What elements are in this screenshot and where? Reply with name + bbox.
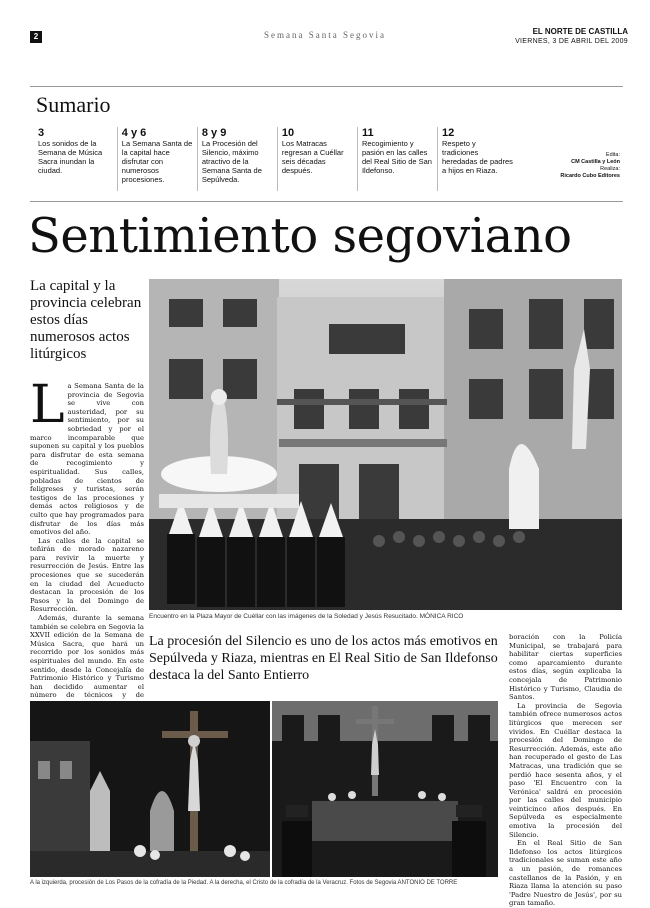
summary-page-ref: 11: [361, 127, 374, 139]
summary-item: [438, 127, 518, 191]
subheadline: La procesión del Silencio es uno de los actos más emotivos en Sepúlveda y Riaza, mientras en El Real Sitio de San Ildefonso destaca la del Santo Entierro: [149, 634, 498, 683]
main-photo: [149, 279, 622, 610]
paragraph: Las calles de la capital se teñirán de morado nazareno para revivir la muerte y resurrección de Jesús. Entre las procesiones que se sucederán en la ciudad del Acueducto destacan la procesión de los Pasos y la del Domingo de Resurrección.: [30, 536, 144, 614]
paragraph: a Semana Santa de la provincia de Segovia se vive con austeridad, por su sentimiento, por su sobriedad y por el marco incomparable que suponen su capital y los pueblos para disfrutar de esta semana de recogimiento y espiritualidad. Sus calles, pobladas de cientos de feligreses y turistas, serán testigos de las procesiones y demás actos religiosos y de culto que hay programados para disfrutar de los días más emotivos del año.: [30, 382, 144, 537]
divider: [30, 201, 623, 202]
summary-item: [38, 127, 118, 191]
lead-text: La capital y la provincia celebran estos días numerosos actos litúrgicos: [30, 278, 142, 362]
summary-page-ref: 4 y 6: [121, 127, 147, 139]
article-body-column: [30, 375, 144, 726]
issue-date: VIERNES, 3 DE ABRIL DEL 2009: [515, 38, 628, 45]
paragraph: Además, durante la semana también se celebra en Segovia la XXVII edición de la Semana de Música Sacra, que hará un recorrido por los sonidos más espirituales del mundo. En este sentido, desde la Concejalía de Patrimonio Histórico y Turismo han decidido aumentar el número de técnicos y de: [30, 614, 144, 700]
summary-text: Recogimiento y pasión en las calles del Real Sitio de San Ildefonso.: [361, 139, 432, 175]
paragraph: En el Real Sitio de San Ildefonso los actos litúrgicos tradicionales se suman este año a un pasión, de romances castellanos de la Pasión, y en Riaza llama la atención su paso 'Padre Nuestro de Jesús', por su gran tamaño.: [509, 839, 622, 908]
credit-value: Ricardo Cubo Editores: [560, 173, 620, 179]
summary-item: [278, 127, 358, 191]
summary-title: Sumario: [36, 92, 111, 117]
procession-photo-illustration: [149, 279, 622, 610]
drop-cap: L: [30, 375, 65, 435]
aqueduct-procession-illustration: [272, 701, 498, 877]
summary-page-ref: 8 y 9: [201, 127, 227, 139]
summary-text: La Semana Santa de la capital hace disfrutar con numerosos procesiones.: [121, 139, 193, 184]
summary-items: [38, 127, 518, 191]
headline: Sentimiento segoviano: [28, 208, 572, 264]
photo-caption: Encuentro en la Plaza Mayor de Cuéllar con las imágenes de la Soledad y Jesús Resucitado. MÓNICA RICO: [149, 613, 464, 620]
crucifix-procession-illustration: [30, 701, 270, 877]
bottom-photo-caption: A la izquierda, procesión de Los Pasos de la cofradía de la Piedad. A la derecha, el Cristo de la cofradía de la Veracruz. Fotos de Segovia ANTONIO DE TORRE: [30, 880, 458, 886]
masthead: [515, 27, 628, 47]
summary-item: [198, 127, 278, 191]
summary-text: La Procesión del Silencio, máximo atractivo de la Semana Santa de Sepúlveda.: [201, 139, 262, 184]
bottom-right-photo: [272, 701, 498, 877]
summary-page-ref: 12: [441, 127, 455, 139]
newspaper-name: EL NORTE DE CASTILLA: [532, 27, 628, 36]
credit-value: CM Castilla y León: [571, 159, 620, 165]
summary-item: [118, 127, 198, 191]
summary-item: [358, 127, 438, 191]
paragraph: La provincia de Segovia también ofrece numerosos actos litúrgicos que merecen ser vividos. En Cuéllar destaca la procesión del Domingo de Resurrección. Además, este año han recuperado el gesto de Las Matracas, una tradición que se perdió hace sesenta años, y el paso 'El Encuentro con la Verónica' saldrá en procesión por las calles del municipio veinticinco años después. En Sepúlveda es especialmente emotiva la procesión del Silencio.: [509, 701, 622, 839]
credit-label: Realiza:: [600, 166, 620, 172]
article-body-column: [509, 633, 622, 908]
summary-page-ref: 10: [281, 127, 295, 139]
credits: [525, 152, 620, 180]
section-title: Semana Santa Segovia: [264, 30, 386, 40]
summary-page-ref: 3: [38, 127, 45, 139]
page-number: 2: [30, 31, 42, 43]
paragraph: boración con la Policía Municipal, se trabajará para habilitar ciertas superficies como aparcamiento durante estos días, según explicaba la concejala de Patrimonio Histórico y Turismo, Claudia de Santos.: [509, 633, 622, 702]
summary-text: Respeto y tradiciones heredadas de padres a hijos en Riaza.: [441, 139, 513, 175]
summary-text: Los Matracas regresan a Cuéllar seis décadas después.: [281, 139, 344, 175]
bottom-left-photo: [30, 701, 270, 877]
credit-label: Edita:: [605, 152, 620, 158]
summary-text: Los sonidos de la Semana de Música Sacra inundan la ciudad.: [38, 139, 103, 175]
